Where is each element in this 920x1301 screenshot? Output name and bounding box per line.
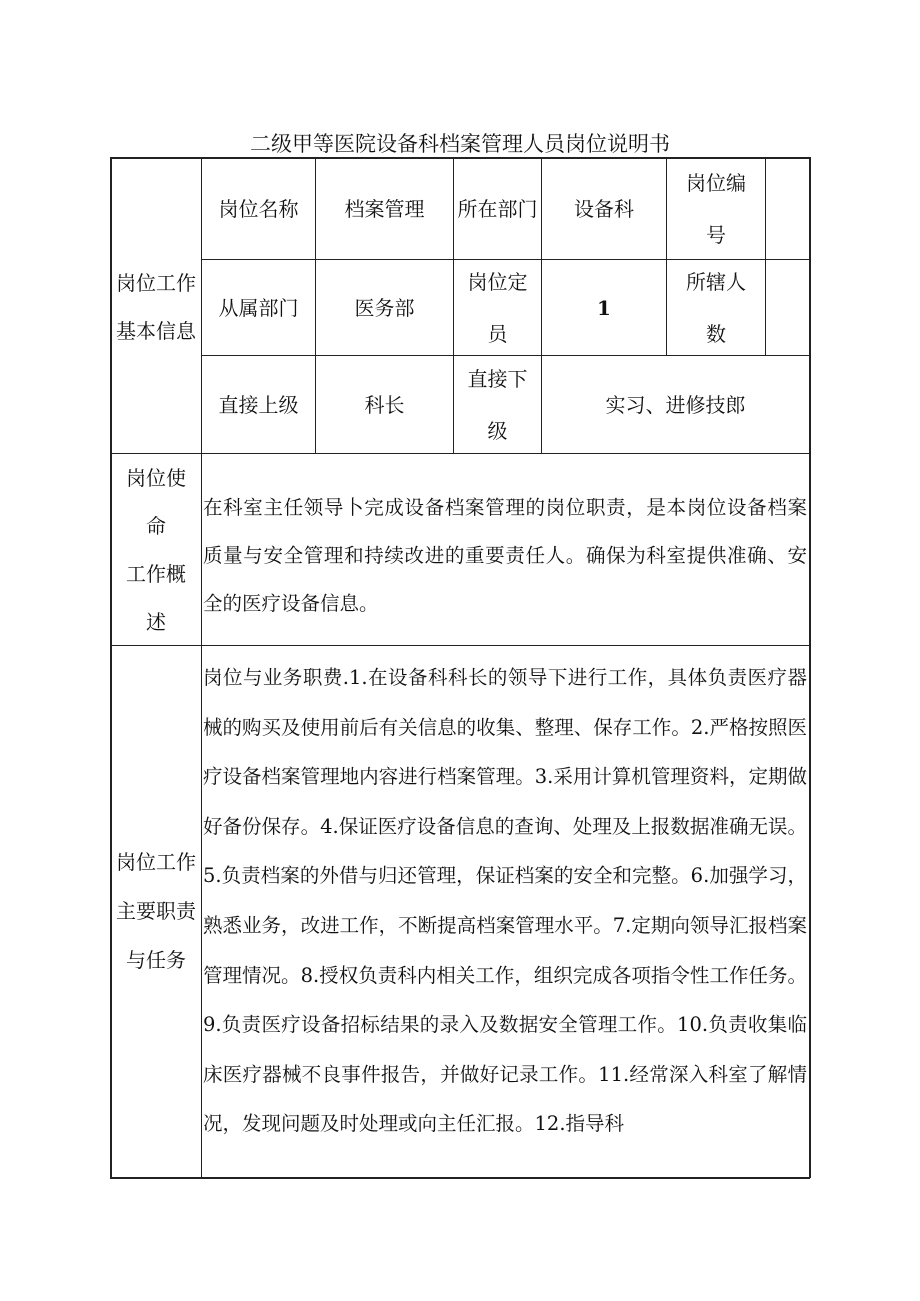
parent-dept-label: 从属部门: [218, 295, 299, 320]
table-border-bottom: [110, 1177, 810, 1179]
table-border-right: [809, 157, 811, 1178]
section-divider: [110, 645, 810, 646]
post-name-label: 岗位名称: [218, 196, 299, 221]
mission-label: 岗位使 命 工作概 述: [126, 466, 186, 634]
post-no-value: [766, 158, 809, 259]
quota-label: 岗位定 员: [467, 269, 528, 346]
staff-count-label: 所辖人 数: [686, 269, 746, 346]
post-no-label: 岗位编 号: [686, 170, 746, 247]
parent-dept-value: 医务部: [354, 295, 415, 320]
post-name-value: 档案管理: [344, 196, 425, 221]
section-divider: [110, 453, 810, 454]
subordinate-label: 直接下 级: [467, 366, 528, 443]
basic-info-label: 岗位工作 基本信息: [116, 271, 196, 343]
superior-label: 直接上级: [218, 392, 299, 417]
superior-value: 科长: [364, 392, 405, 417]
mission-text: 在科室主任领导卜完成设备档案管理的岗位职责，是本岗位设备档案质量与安全管理和持续改进的重要责任人。确保为科室提供准确、安全的医疗设备信息。: [203, 496, 807, 615]
subordinate-value: 实习、进修技郎: [605, 392, 746, 417]
staff-count-value: [766, 260, 809, 355]
quota-value: 1: [597, 295, 611, 320]
duties-label: 岗位工作 主要职责 与任务: [116, 850, 196, 972]
dept-value: 设备科: [574, 196, 634, 221]
document-title: 二级甲等医院设备科档案管理人员岗位说明书: [250, 132, 670, 156]
duties-text: 岗位与业务职费.1.在设备科科长的领导下进行工作，具体负责医疗器械的购买及使用前后有关信息的收集、整理、保存工作。2.严格按照医疗设备档案管理地内容进行档案管理。3.采用计算机管理资料，定期做好备份保存。4.保证医疗设备信息的查询、处理及上报数据准确无误。5.负责档案的外借与归还管理，保证档案的安全和完整。6.加强学习，熟悉业务，改进工作，不断提高档案管理水平。7.定期向领导汇报档案管理情况。8.授权负责科内相关工作，组织完成各项指令性工作任务。9.负责医疗设备招标结果的录入及数据安全管理工作。10.负责收集临床医疗器械不良事件报告，并做好记录工作。11.经常深入科室了解情况，发现问题及时处理或向主任汇报。12.指导科: [203, 666, 807, 1136]
dept-label: 所在部门: [457, 196, 538, 221]
